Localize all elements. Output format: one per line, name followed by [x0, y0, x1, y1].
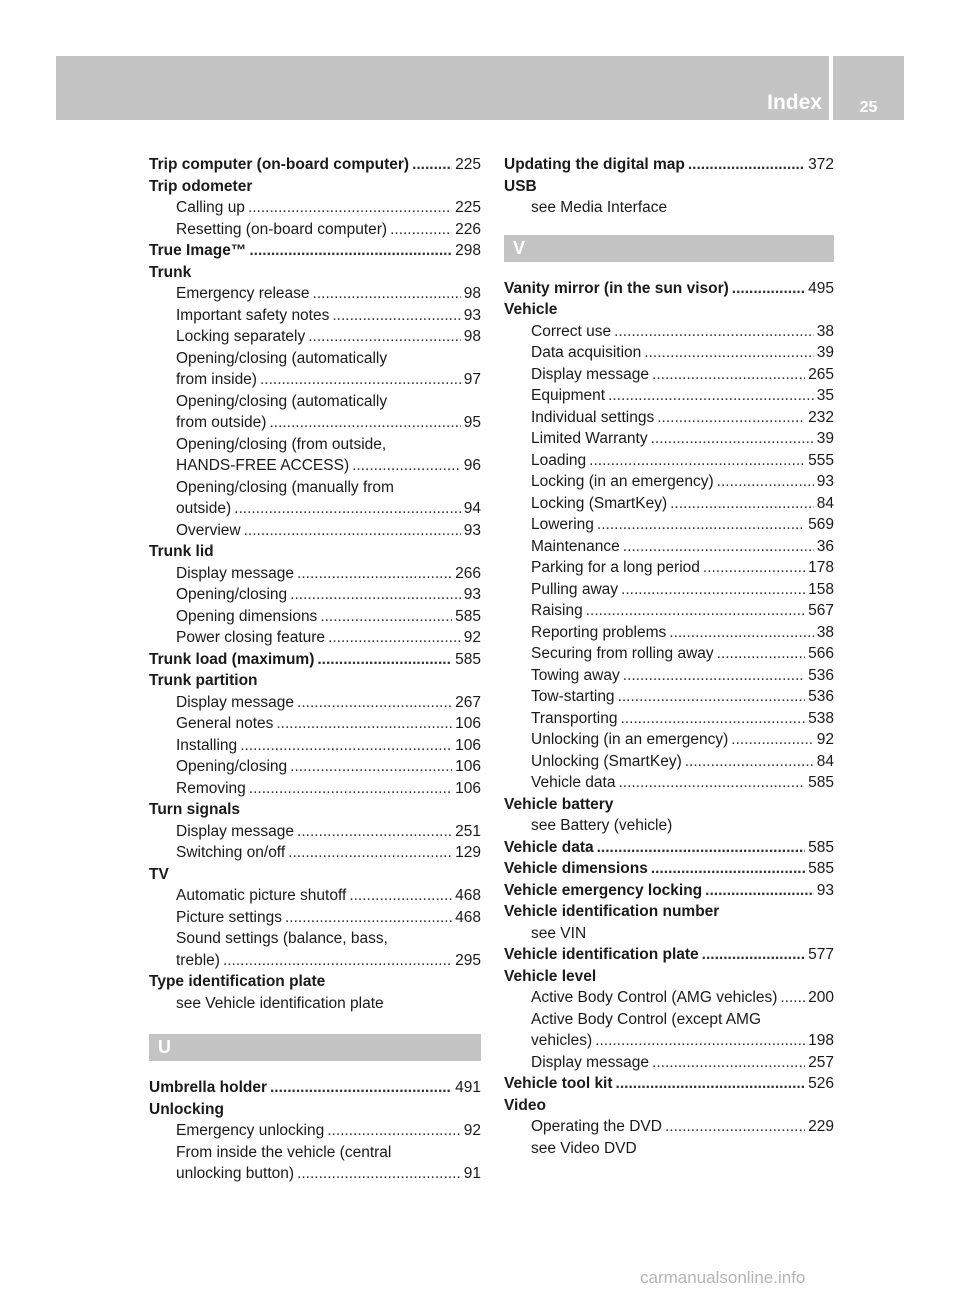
index-subentry: Loading ..... 555: [504, 450, 834, 472]
index-subentry: Overview ..... 93: [149, 520, 481, 542]
index-subentry: Automatic picture shutoff ..... 468: [149, 885, 481, 907]
index-subentry-line: Opening/closing (automatically: [176, 349, 388, 367]
index-subentry: Calling up ..... 225: [149, 197, 481, 219]
index-subentry: Data acquisition ..... 39: [504, 342, 834, 364]
index-heading: Type identification plate: [149, 973, 326, 990]
index-subentry: Opening dimensions ..... 585: [149, 606, 481, 628]
index-subentry: vehicles) ..... 198: [504, 1030, 834, 1052]
index-column-right: [504, 154, 834, 1159]
index-subentry: Operating the DVD ..... 229: [504, 1116, 834, 1138]
index-subentry: Parking for a long period ..... 178: [504, 557, 834, 579]
index-heading: Turn signals: [149, 801, 241, 818]
index-entry: Trip computer (on-board computer) ..... 225: [149, 154, 481, 176]
index-see-reference: see Vehicle identification plate: [176, 994, 384, 1012]
index-subentry: Raising ..... 567: [504, 600, 834, 622]
section-letter-v: V: [504, 235, 834, 262]
index-subentry: Display message ..... 257: [504, 1052, 834, 1074]
index-subentry: outside) ..... 94: [149, 498, 481, 520]
index-heading: Trunk lid: [149, 543, 214, 560]
index-see-reference: see Video DVD: [531, 1139, 637, 1157]
index-subentry-line: Opening/closing (automatically: [176, 392, 388, 410]
index-subentry: Towing away ..... 536: [504, 665, 834, 687]
index-entry: Vehicle dimensions ..... 585: [504, 858, 834, 880]
index-entry: Vehicle emergency locking ..... 93: [504, 880, 834, 902]
index-subentry: Transporting ..... 538: [504, 708, 834, 730]
index-subentry: Display message ..... 265: [504, 364, 834, 386]
index-subentry-line: Sound settings (balance, bass,: [176, 930, 388, 947]
index-entry: True Image™ ..... 298: [149, 240, 481, 262]
index-subentry: Opening/closing ..... 106: [149, 756, 481, 778]
index-heading: USB: [504, 177, 537, 195]
page-title: Index: [767, 91, 822, 114]
index-subentry: Lowering ..... 569: [504, 514, 834, 536]
index-heading: TV: [149, 865, 169, 883]
index-subentry-line: Opening/closing (manually from: [176, 478, 394, 496]
index-subentry: Opening/closing ..... 93: [149, 584, 481, 606]
index-heading: Video: [504, 1096, 546, 1114]
index-see-reference: see VIN: [531, 924, 587, 942]
index-subentry: Important safety notes ..... 93: [149, 305, 481, 327]
index-heading: Vehicle level: [504, 967, 597, 985]
section-letter-u: U: [149, 1034, 481, 1061]
index-subentry: General notes ..... 106: [149, 713, 481, 735]
watermark: carmanualsonline.info: [640, 1268, 806, 1287]
index-subentry: Resetting (on-board computer) ..... 226: [149, 219, 481, 241]
index-subentry: Active Body Control (AMG vehicles) ..... 200: [504, 987, 834, 1009]
index-subentry: Correct use ..... 38: [504, 321, 834, 343]
index-subentry: Pulling away ..... 158: [504, 579, 834, 601]
index-subentry: Locking separately ..... 98: [149, 326, 481, 348]
index-subentry: Unlocking (SmartKey) ..... 84: [504, 751, 834, 773]
index-subentry: Limited Warranty ..... 39: [504, 428, 834, 450]
index-heading: Unlocking: [149, 1100, 224, 1118]
index-subentry: Vehicle data ..... 585: [504, 772, 834, 794]
index-entry: Vehicle data ..... 585: [504, 837, 834, 859]
index-subentry: Securing from rolling away ..... 566: [504, 643, 834, 665]
index-subentry: Display message ..... 267: [149, 692, 481, 714]
index-entry: Umbrella holder ..... 491: [149, 1077, 481, 1099]
index-subentry: treble) ..... 295: [149, 950, 481, 972]
index-subentry: Reporting problems ..... 38: [504, 622, 834, 644]
index-entry: Vehicle tool kit ..... 526: [504, 1073, 834, 1095]
index-entry: Updating the digital map ..... 372: [504, 154, 834, 176]
index-subentry: Picture settings ..... 468: [149, 907, 481, 929]
index-heading: Trunk: [149, 263, 192, 281]
index-subentry: Unlocking (in an emergency) ..... 92: [504, 729, 834, 751]
index-column-left: [149, 154, 481, 1185]
index-see-reference: see Media Interface: [531, 199, 668, 216]
index-subentry: Switching on/off ..... 129: [149, 842, 481, 864]
index-subentry: Equipment ..... 35: [504, 385, 834, 407]
index-subentry: Emergency release ..... 98: [149, 283, 481, 305]
index-entry: Vanity mirror (in the sun visor) ..... 495: [504, 278, 834, 300]
index-heading: Vehicle: [504, 301, 558, 318]
index-subentry: Installing ..... 106: [149, 735, 481, 757]
index-subentry: from outside) ..... 95: [149, 412, 481, 434]
index-entry: Vehicle identification plate ..... 577: [504, 944, 834, 966]
index-subentry: from inside) ..... 97: [149, 369, 481, 391]
index-see-reference: see Battery (vehicle): [531, 817, 673, 834]
index-heading: Vehicle identification number: [504, 903, 720, 920]
index-subentry: Display message ..... 251: [149, 821, 481, 843]
index-subentry: HANDS-FREE ACCESS) ..... 96: [149, 455, 481, 477]
index-subentry: Individual settings ..... 232: [504, 407, 834, 429]
index-subentry-line: Opening/closing (from outside,: [176, 435, 387, 453]
index-subentry: Power closing feature ..... 92: [149, 627, 481, 649]
index-subentry: Locking (in an emergency) ..... 93: [504, 471, 834, 493]
index-subentry: Emergency unlocking ..... 92: [149, 1120, 481, 1142]
index-subentry: Maintenance ..... 36: [504, 536, 834, 558]
page-number: 25: [859, 99, 878, 116]
index-subentry-line: Active Body Control (except AMG: [531, 1010, 762, 1028]
index-heading: Vehicle battery: [504, 795, 614, 813]
index-heading: Trip odometer: [149, 177, 253, 195]
index-subentry: unlocking button) ..... 91: [149, 1163, 481, 1185]
index-heading: Trunk partition: [149, 672, 258, 689]
index-subentry-line: From inside the vehicle (central: [176, 1143, 392, 1161]
index-entry: Trunk load (maximum) ..... 585: [149, 649, 481, 671]
index-subentry: Tow-starting ..... 536: [504, 686, 834, 708]
index-subentry: Locking (SmartKey) ..... 84: [504, 493, 834, 515]
index-subentry: Removing ..... 106: [149, 778, 481, 800]
index-subentry: Display message ..... 266: [149, 563, 481, 585]
